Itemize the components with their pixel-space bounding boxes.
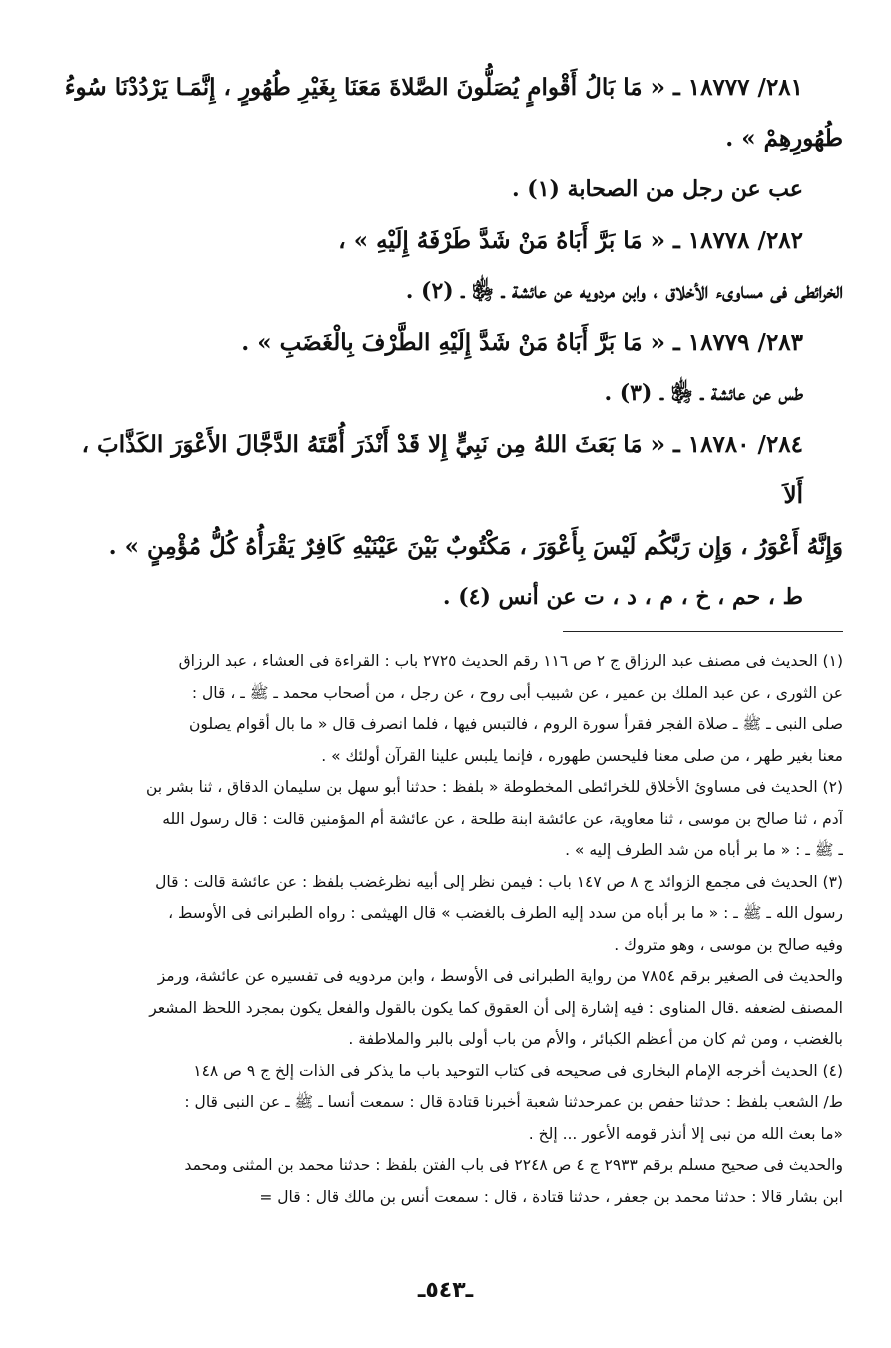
footnote-line: بالغضب ، ومن ثم كان من أعظم الكبائر ، والأم من باب أولى بالبر والملاطفة . <box>348 1030 843 1048</box>
footnote-line: (١) الحديث فى مصنف عبد الرزاق ج ٢ ص ١١٦ رقم الحديث ٢٧٢٥ باب : القراءة فى العشاء ، عبد الرزاق <box>178 652 843 670</box>
main-text <box>62 62 843 623</box>
hadith-continuation: طُهُورِهِمْ » . <box>725 125 843 152</box>
footnote-divider <box>563 631 843 632</box>
footnote-line: (٣) الحديث فى مجمع الزوائد ج ٨ ص ١٤٧ باب : فيمن نظر إلى أبيه نظرغضب بلفظ : عن عائشة قالت : قال <box>155 872 843 891</box>
source-line: عب عن رجل من الصحابة (١) . <box>511 176 803 202</box>
footnote-line: (٢) الحديث فى مساوئ الأخلاق للخرائطى المخطوطة « بلفظ : حدثنا أبو سهل بن سليمان الدقاق ، ثنا بشر بن <box>145 778 843 796</box>
hadith-line: ٢٨٣/ ١٨٧٧٩ ـ « مَا بَرَّ أَبَاهُ مَنْ شَدَّ إِلَيْهِ الطَّرْفَ بِالْغَضَبِ » . <box>241 329 803 356</box>
source-line: ط ، حم ، خ ، م ، د ، ت عن أنس (٤) . <box>442 584 803 610</box>
hadith-line: ٢٨٤/ ١٨٧٨٠ ـ « مَا بَعَثَ اللهُ مِن نَبِيٍّ إِلا قَدْ أَنْذَرَ أُمَّتَهُ الدَّجَّالَ الأَعْوَرَ الكَذَّابَ ، أَلاَ <box>81 431 803 509</box>
footnote-line: ـ ﷺ ـ : « ما بر أباه من شد الطرف إليه » . <box>565 841 843 859</box>
footnote-line: معنا بغير طهر ، من صلى معنا فليحسن طهوره ، فإنما يلبس علينا القرآن أولئك » . <box>321 746 843 765</box>
source-line: الخرائطى فى مساوىء الأخلاق ، وابن مردويه عن عائشة ـ ﵂ ـ (٢) . <box>405 278 843 304</box>
footnote-line: رسول الله ـ ﷺ ـ : « ما بر أباه من سدد إليه الطرف بالغضب » قال الهيثمى : رواه الطبرانى فى الأوسط ، <box>168 904 843 922</box>
footnote-line: والحديث فى صحيح مسلم برقم ٢٩٣٣ ج ٤ ص ٢٢٤٨ فى باب الفتن بلفظ : حدثنا محمد بن المثنى ومحمد <box>184 1156 843 1174</box>
footnote-line: صلى النبى ـ ﷺ ـ صلاة الفجر فقرأ سورة الروم ، فالتبس فيها ، فلما انصرف قال « ما بال أقوام يصلون <box>188 715 843 733</box>
hadith-line: ٢٨١/ ١٨٧٧٧ ـ « مَا بَالُ أَقْوامٍ يُصَلُّونَ الصَّلاةَ مَعَنَا بِغَيْرِ طُهُورٍ ، إِنَّمَـا يَرْدُدْنَا سُوءُ <box>64 74 803 101</box>
hadith-continuation: وَإِنَّهُ أَعْوَرُ ، وَإِن رَبَّكُم لَيْسَ بِأَعْوَرَ ، مَكْتُوبٌ بَيْنَ عَيْنَيْهِ كَافِرٌ يَقْرَأُهُ كُلُّ مُؤْمِنٍ » . <box>108 533 843 560</box>
footnote-line: المصنف لضعفه .قال المناوى : فيه إشارة إلى أن العقوق كما يكون بالقول والفعل يكون بمجرد اللحظ المشعر <box>149 998 843 1017</box>
footnote-line: آدم ، ثنا صالح بن موسى ، ثنا معاوية، عن عائشة ابنة طلحة ، عن عائشة أم المؤمنين قالت : قال رسول الله <box>162 809 843 828</box>
source-line: طس عن عائشة ـ ﵂ ـ (٣) . <box>604 380 803 406</box>
hadith-line: ٢٨٢/ ١٨٧٧٨ ـ « مَا بَرَّ أَبَاهُ مَنْ شَدَّ طَرْفَهُ إِلَيْهِ » ، <box>338 227 803 254</box>
footnote-line: والحديث فى الصغير برقم ٧٨٥٤ من رواية الطبرانى فى الأوسط ، وابن مردويه فى تفسيره عن عائشة، ورمز <box>157 967 843 985</box>
footnote-line: (٤) الحديث أخرجه الإمام البخارى فى صحيحه فى كتاب التوحيد باب ما يذكر فى الذات إلخ ج ٩ ص ١٤٨ <box>193 1061 843 1080</box>
footnote-line: عن الثورى ، عن عبد الملك بن عمير ، عن شبيب أبى روح ، عن رجل ، من أصحاب محمد ـ ﷺ ـ ، قال : <box>191 683 843 702</box>
page-number: ـ٥٤٣ـ <box>417 1278 474 1303</box>
footnote-line: وفيه صالح بن موسى ، وهو متروك . <box>614 935 843 954</box>
footnotes <box>62 646 843 1213</box>
footnote-line: ابن بشار قالا : حدثنا محمد بن جعفر ، حدثنا قتادة ، قال : سمعت أنس بن مالك قال : قال = <box>259 1187 843 1206</box>
footnote-line: «ما بعث الله من نبى إلا أنذر قومه الأعور ... إلخ . <box>528 1124 843 1143</box>
footnote-line: ط/ الشعب بلفظ : حدثنا حفص بن عمرحدثنا شعبة أخبرنا قتادة قال : سمعت أنسا ـ ﷺ ـ عن النبى قال : <box>184 1093 843 1111</box>
